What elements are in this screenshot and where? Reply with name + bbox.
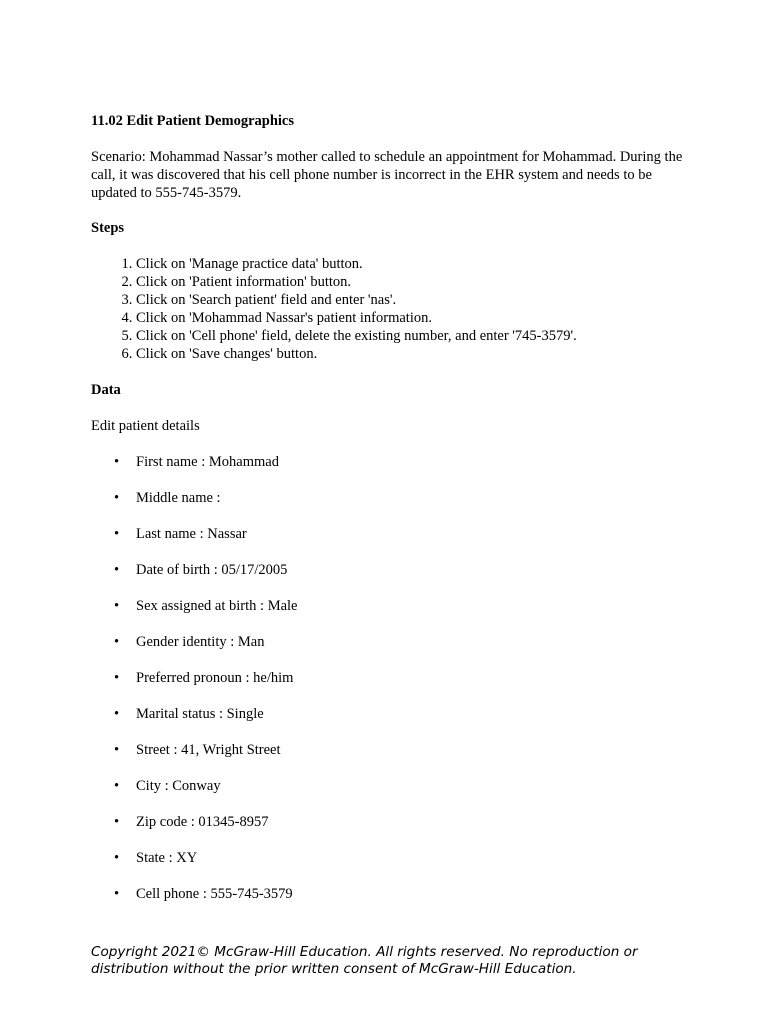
list-item — [91, 777, 691, 795]
bullet-icon: • — [114, 742, 120, 758]
field-cell-phone: Cell phone : 555-745-3579 — [136, 886, 293, 902]
document-body — [91, 112, 691, 921]
list-item — [91, 525, 691, 543]
field-last-name: Last name : Nassar — [136, 526, 247, 542]
bullet-icon: • — [114, 850, 120, 866]
list-item — [91, 633, 691, 651]
field-gender-identity: Gender identity : Man — [136, 634, 265, 650]
copyright-footer: Copyright 2021© McGraw-Hill Education. All rights reserved. No reproduction or distribution without the prior written consent of McGraw-Hill Education. — [91, 944, 638, 977]
step-item: 1. Click on 'Manage practice data' button. — [136, 255, 691, 273]
list-item — [91, 597, 691, 615]
steps-heading: Steps — [91, 220, 125, 236]
field-state: State : XY — [136, 850, 198, 866]
list-item — [91, 561, 691, 579]
bullet-icon: • — [114, 598, 120, 614]
scenario-text: Scenario: Mohammad Nassar’s mother called to schedule an appointment for Mohammad. During the call, it was discovered that his cell phone number is incorrect in the EHR system and needs to be updated to 555-745-3579. — [91, 149, 683, 201]
data-intro: Edit patient details — [91, 418, 200, 434]
bullet-icon: • — [114, 634, 120, 650]
list-item — [91, 885, 691, 903]
bullet-icon: • — [114, 706, 120, 722]
field-sex: Sex assigned at birth : Male — [136, 598, 298, 614]
bullet-icon: • — [114, 670, 120, 686]
bullet-icon: • — [114, 490, 120, 506]
patient-fields-list — [91, 453, 691, 903]
step-item: 3. Click on 'Search patient' field and enter 'nas'. — [136, 291, 691, 309]
field-zip-code: Zip code : 01345-8957 — [136, 814, 269, 830]
field-city: City : Conway — [136, 778, 221, 794]
list-item — [91, 813, 691, 831]
step-item: 6. Click on 'Save changes' button. — [136, 345, 691, 363]
list-item — [91, 741, 691, 759]
list-item — [91, 453, 691, 471]
step-item: 4. Click on 'Mohammad Nassar's patient information. — [136, 309, 691, 327]
field-first-name: First name : Mohammad — [136, 454, 279, 470]
step-item: 5. Click on 'Cell phone' field, delete the existing number, and enter '745-3579'. — [136, 327, 691, 345]
list-item — [91, 489, 691, 507]
field-preferred-pronoun: Preferred pronoun : he/him — [136, 670, 294, 686]
bullet-icon: • — [114, 886, 120, 902]
list-item — [91, 849, 691, 867]
bullet-icon: • — [114, 526, 120, 542]
data-heading: Data — [91, 382, 121, 398]
steps-list — [91, 255, 691, 363]
bullet-icon: • — [114, 778, 120, 794]
field-marital-status: Marital status : Single — [136, 706, 264, 722]
page-title: 11.02 Edit Patient Demographics — [91, 113, 294, 129]
field-date-of-birth: Date of birth : 05/17/2005 — [136, 562, 288, 578]
list-item — [91, 669, 691, 687]
field-middle-name: Middle name : — [136, 490, 221, 506]
list-item — [91, 705, 691, 723]
bullet-icon: • — [114, 814, 120, 830]
bullet-icon: • — [114, 562, 120, 578]
step-item: 2. Click on 'Patient information' button. — [136, 273, 691, 291]
bullet-icon: • — [114, 454, 120, 470]
field-street: Street : 41, Wright Street — [136, 742, 281, 758]
